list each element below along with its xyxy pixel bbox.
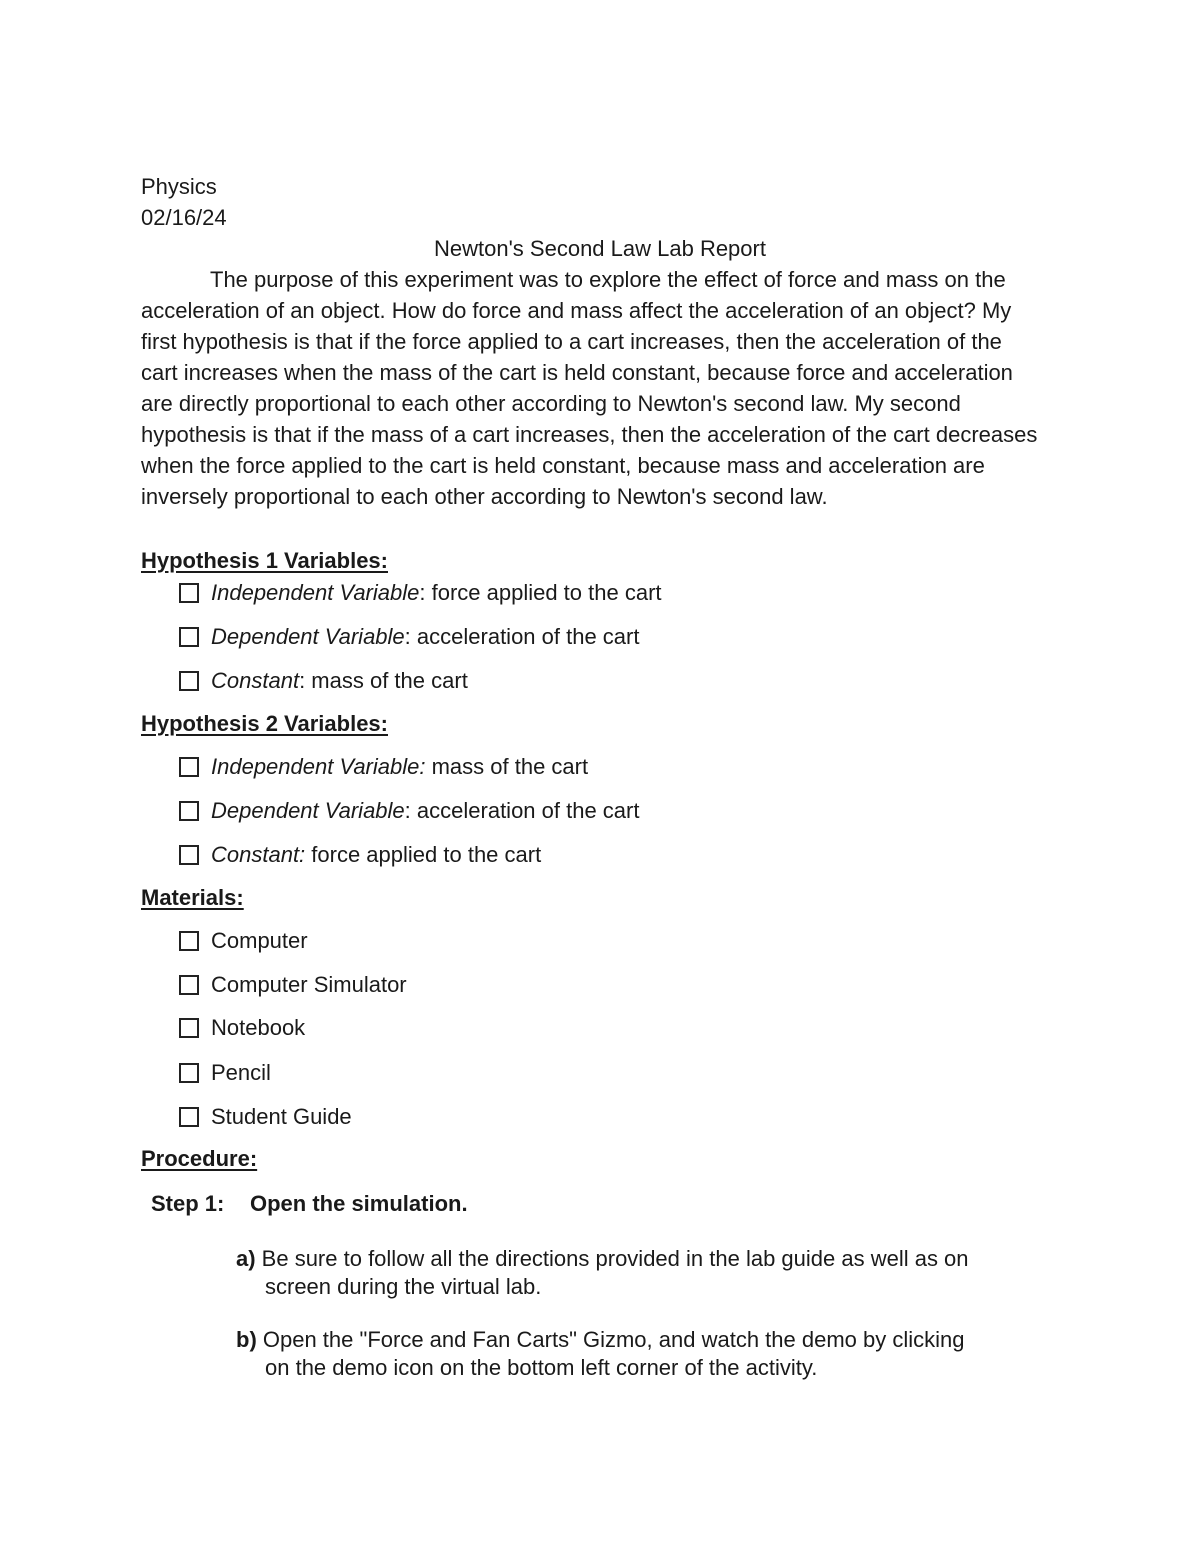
step-1 [151, 1188, 468, 1219]
variable-value: acceleration of the cart [410, 798, 640, 823]
variable-label: Constant: [211, 842, 306, 867]
materials-item [179, 970, 407, 1000]
checkbox-icon[interactable] [179, 931, 199, 951]
checkbox-icon[interactable] [179, 975, 199, 995]
hyp2-item-independent [179, 752, 588, 782]
variable-value: mass of the cart [425, 754, 589, 779]
materials-item [179, 1013, 305, 1043]
variable-label: Dependent Variable [211, 798, 405, 823]
materials-heading: Materials: [141, 885, 244, 910]
substep-b [236, 1326, 1036, 1382]
variable-label: Constant [211, 668, 300, 693]
checkbox-icon[interactable] [179, 801, 199, 821]
separator: : [419, 580, 426, 605]
checkbox-icon[interactable] [179, 1107, 199, 1127]
checkbox-icon[interactable] [179, 1018, 199, 1038]
separator: : [299, 668, 306, 693]
hyp1-item-constant [179, 666, 468, 696]
hyp1-item-dependent [179, 622, 639, 652]
hyp2-item-constant [179, 840, 541, 870]
substep-text-continued: on the demo icon on the bottom left corner of the activity. [265, 1355, 818, 1380]
material-label: Pencil [211, 1060, 271, 1085]
hyp2-item-dependent [179, 796, 639, 826]
material-label: Student Guide [211, 1104, 352, 1129]
checkbox-icon[interactable] [179, 627, 199, 647]
checkbox-icon[interactable] [179, 845, 199, 865]
materials-item [179, 1102, 352, 1132]
variable-value: force applied to the cart [305, 842, 542, 867]
separator: : [404, 624, 411, 649]
subject-line: Physics [141, 174, 217, 199]
hyp1-item-independent [179, 578, 662, 608]
variable-value: mass of the cart [305, 668, 468, 693]
substep-text-continued: screen during the virtual lab. [265, 1274, 542, 1299]
checkbox-icon[interactable] [179, 757, 199, 777]
material-label: Computer [211, 928, 308, 953]
intro-paragraph: The purpose of this experiment was to explore the effect of force and mass on the acceleration of an object. How do force and mass affect the acceleration of an object? My first hypothesis is that if the force applied to a cart increases, then the acceleration of the cart increases when the mass of the cart is held constant, because force and acceleration are directly proportional to each other according to Newton's second law. My second hypothesis is that if the mass of a cart increases, then the acceleration of the cart decreases when the force applied to the cart is held constant, because mass and acceleration are inversely proportional to each other according to Newton's second law. [141, 267, 1038, 509]
variable-label: Independent Variable: [211, 754, 426, 779]
material-label: Computer Simulator [211, 972, 407, 997]
substep-letter: b) [236, 1327, 257, 1352]
variable-value: force applied to the cart [425, 580, 662, 605]
procedure-heading: Procedure: [141, 1146, 258, 1171]
hypothesis-2-heading: Hypothesis 2 Variables: [141, 711, 388, 736]
substep-text: Be sure to follow all the directions provided in the lab guide as well as on [255, 1246, 969, 1271]
step-text: Open the simulation. [250, 1191, 468, 1216]
variable-label: Independent Variable [211, 580, 420, 605]
step-label: Step 1: [151, 1191, 225, 1216]
substep-text: Open the "Force and Fan Carts" Gizmo, and watch the demo by clicking [256, 1327, 965, 1352]
checkbox-icon[interactable] [179, 583, 199, 603]
substep-letter: a) [236, 1246, 256, 1271]
materials-item [179, 926, 308, 956]
separator: : [404, 798, 411, 823]
checkbox-icon[interactable] [179, 1063, 199, 1083]
variable-value: acceleration of the cart [410, 624, 640, 649]
hypothesis-1-heading: Hypothesis 1 Variables: [141, 548, 388, 573]
material-label: Notebook [211, 1015, 306, 1040]
report-title: Newton's Second Law Lab Report [434, 236, 766, 261]
variable-label: Dependent Variable [211, 624, 405, 649]
materials-item [179, 1058, 271, 1088]
substep-a [236, 1245, 1036, 1301]
date-line: 02/16/24 [141, 205, 227, 230]
checkbox-icon[interactable] [179, 671, 199, 691]
